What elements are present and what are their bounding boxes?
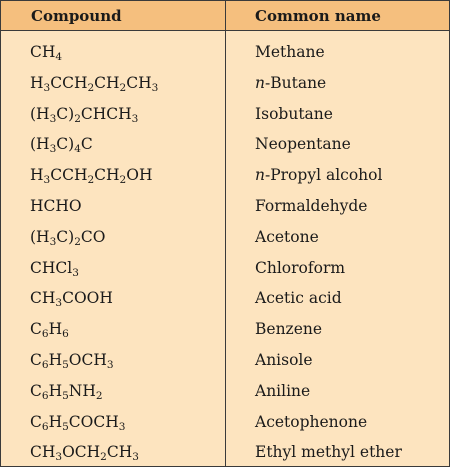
name-text: Neopentane [255, 135, 351, 154]
table-row [1, 160, 449, 191]
name-text: -Butane [264, 73, 327, 92]
common-name [255, 437, 402, 467]
formula-text: HCHO [30, 196, 82, 215]
formula-subscript: 3 [55, 451, 63, 464]
table-row [1, 437, 449, 468]
name-text: -Propyl alcohol [264, 166, 383, 185]
formula-subscript: 2 [87, 174, 95, 187]
compound-formula [30, 68, 158, 98]
formula-text: CH [126, 73, 152, 92]
formula-text: C [80, 135, 93, 154]
formula-subscript: 6 [41, 420, 49, 433]
formula-text: CH [94, 166, 120, 185]
header-compound: Compound [31, 7, 122, 25]
formula-text: CH [30, 289, 56, 308]
compound-formula [30, 253, 79, 283]
formula-text: COOH [62, 289, 113, 308]
formula-subscript: 3 [106, 358, 114, 371]
common-name [255, 314, 322, 344]
formula-text: CH [30, 43, 56, 61]
formula-text: H [30, 73, 44, 92]
table-row [1, 129, 449, 160]
table-row [1, 407, 449, 438]
name-text: Acetophenone [255, 412, 368, 431]
common-name [255, 222, 319, 252]
compound-formula [30, 37, 62, 67]
compound-formula [30, 437, 139, 467]
name-text: Formaldehyde [255, 196, 368, 215]
name-text: Aniline [255, 381, 311, 400]
table-row [1, 376, 449, 407]
formula-text: OCH [62, 443, 101, 462]
formula-subscript: 6 [41, 389, 49, 402]
name-text: Methane [255, 43, 325, 61]
compound-formula [30, 222, 105, 252]
common-name [255, 191, 367, 221]
formula-subscript: 2 [119, 81, 127, 94]
formula-text: C [30, 381, 42, 400]
name-prefix: n [255, 166, 265, 185]
formula-subscript: 5 [62, 420, 69, 433]
formula-text: C) [56, 227, 75, 246]
formula-subscript: 2 [95, 389, 103, 402]
name-text: Acetic acid [255, 289, 342, 308]
formula-text: H [48, 320, 63, 339]
formula-subscript: 3 [43, 174, 51, 187]
formula-subscript: 6 [62, 328, 69, 341]
header-common-name: Common name [255, 7, 381, 25]
formula-text: C) [56, 135, 75, 154]
formula-text: (H [30, 104, 50, 123]
formula-text: H [48, 412, 63, 431]
formula-subscript: 3 [49, 112, 57, 125]
table-row [1, 99, 449, 130]
formula-text: CH [106, 443, 133, 462]
compound-formula [30, 99, 138, 129]
name-text: Anisole [255, 350, 313, 369]
name-prefix: n [255, 73, 265, 92]
formula-subscript: 3 [151, 81, 159, 94]
compound-formula [30, 129, 93, 159]
table-body [1, 37, 449, 468]
common-name [255, 253, 345, 283]
formula-text: COCH [68, 412, 119, 431]
name-text: Chloroform [255, 258, 346, 277]
formula-text: OCH [68, 350, 107, 369]
common-name [255, 345, 313, 375]
formula-text: H [48, 350, 63, 369]
name-text: Benzene [255, 320, 323, 339]
formula-subscript: 2 [74, 112, 81, 125]
common-name [255, 160, 382, 190]
formula-subscript: 5 [62, 389, 69, 402]
formula-subscript: 2 [87, 81, 95, 94]
formula-text: C) [56, 104, 75, 123]
formula-subscript: 6 [41, 358, 49, 371]
table-row [1, 68, 449, 99]
table-row [1, 37, 449, 68]
name-text: Ethyl methyl ether [255, 443, 402, 462]
formula-subscript: 4 [74, 143, 81, 156]
common-name [255, 283, 342, 313]
formula-subscript: 3 [72, 266, 79, 279]
formula-subscript: 2 [100, 451, 107, 464]
table-row [1, 345, 449, 376]
compound-formula [30, 376, 103, 406]
formula-subscript: 3 [118, 420, 126, 433]
compound-formula [30, 407, 125, 437]
compound-formula [30, 191, 82, 221]
formula-subscript: 3 [43, 81, 51, 94]
formula-text: C [30, 320, 42, 339]
formula-text: CH [94, 73, 120, 92]
table-row [1, 314, 449, 345]
common-name [255, 129, 351, 159]
formula-text: H [30, 166, 44, 185]
name-text: Acetone [255, 227, 319, 246]
formula-text: C [30, 350, 42, 369]
formula-text: CH [30, 443, 56, 462]
table-row [1, 283, 449, 314]
formula-text: CO [80, 227, 106, 246]
common-name [255, 99, 333, 129]
table-row [1, 191, 449, 222]
formula-text: NH [68, 381, 96, 400]
formula-text: CHCH [80, 104, 132, 123]
common-name [255, 376, 310, 406]
formula-subscript: 3 [49, 235, 57, 248]
formula-text: CCH [50, 166, 88, 185]
formula-text: OH [126, 166, 153, 185]
formula-text: CHCl [30, 258, 73, 277]
formula-subscript: 3 [55, 297, 63, 310]
formula-text: C [30, 412, 42, 431]
table-row [1, 222, 449, 253]
formula-subscript: 3 [49, 143, 57, 156]
common-name [255, 37, 325, 67]
formula-subscript: 2 [119, 174, 127, 187]
formula-subscript: 2 [74, 235, 81, 248]
formula-subscript: 4 [55, 51, 63, 63]
formula-subscript: 3 [131, 112, 139, 125]
compound-formula [30, 283, 113, 313]
formula-text: (H [30, 135, 50, 154]
formula-text: H [48, 381, 63, 400]
formula-subscript: 6 [41, 328, 49, 341]
formula-text: (H [30, 227, 50, 246]
common-name [255, 407, 367, 437]
formula-text: CCH [50, 73, 88, 92]
compound-formula [30, 345, 114, 375]
name-text: Isobutane [255, 104, 333, 123]
compound-formula [30, 160, 152, 190]
compound-formula [30, 314, 69, 344]
table-row [1, 253, 449, 284]
formula-subscript: 5 [62, 358, 69, 371]
common-name [255, 68, 326, 98]
formula-subscript: 3 [132, 451, 139, 464]
